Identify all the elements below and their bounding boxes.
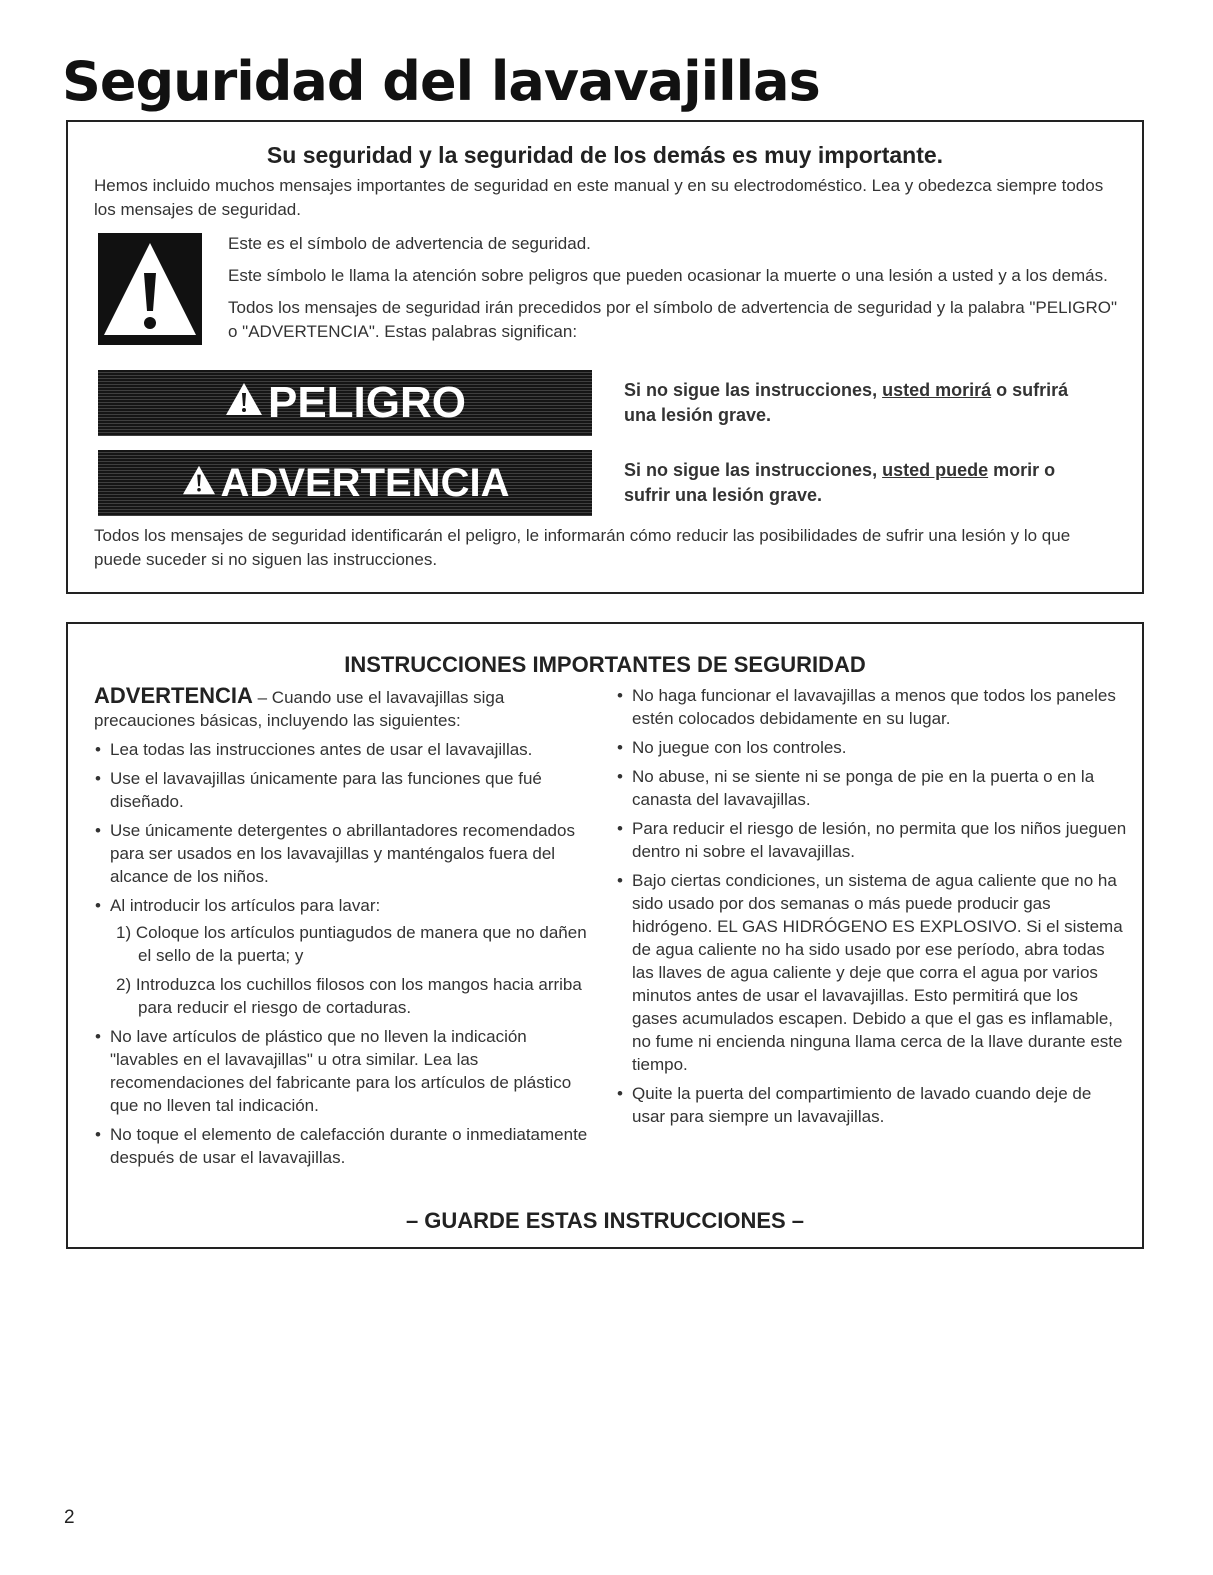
danger-text-emphasis: usted morirá [882,380,992,400]
instructions-lead [94,684,594,732]
sublist-item: 1) Coloque los artículos puntiagudos de manera que no dañen el sello de la puerta; y [116,923,587,965]
lead-text: – Cuando use el lavavajillas siga precauciones básicas, incluyendo las siguientes: [94,688,505,730]
symbol-explanation [228,232,1120,352]
warning-triangle-icon [181,461,217,506]
danger-text-end: o sufrirá una lesión grave. [624,380,1069,425]
page-number: 2 [64,1507,75,1528]
warning-triangle-icon [224,378,264,428]
list-item: • No haga funcionar el lavavajillas a menos que todos los paneles estén colocados debidamente en su lugar. [616,684,1128,730]
save-instructions-footer: – GUARDE ESTAS INSTRUCCIONES – [405,1208,805,1233]
list-item: • No abuse, ni se siente ni se ponga de pie en la puerta o en la canasta del lavavajillas. [616,765,1128,811]
list-item: • Lea todas las instrucciones antes de usar el lavavajillas. [94,738,594,761]
warning-text-emphasis: usted puede [882,460,989,480]
instructions-right-column [616,684,1128,1134]
sublist-item: 2) Introduzca los cuchillos filosos con los mangos hacia arriba para reducir el riesgo de cortaduras. [116,975,582,1017]
symbol-text: Todos los mensajes de seguridad irán precedidos por el símbolo de advertencia de seguridad y la palabra "PELIGRO" o "ADVERTENCIA". Estas palabras significan: [228,298,1118,341]
safety-message-box [66,120,1144,594]
left-instruction-list [94,738,594,1169]
right-instruction-list [616,684,1128,1128]
danger-row [98,370,1122,436]
instructions-left-column [94,684,594,1175]
warning-triangle-icon [98,233,202,345]
safety-intro: Hemos incluido muchos mensajes importantes de seguridad en este manual y en su electrodoméstico. Lea y obedezca siempre todos los mensajes de seguridad. [94,176,1104,219]
symbol-text: Este es el símbolo de advertencia de seguridad. [228,234,591,253]
page-title: Seguridad del lavavajillas [62,50,820,113]
list-item: • No toque el elemento de calefacción durante o inmediatamente después de usar el lavavajillas. [94,1123,594,1169]
warning-banner [98,450,592,516]
danger-banner [98,370,592,436]
warning-text-end: morir o sufrir una lesión grave. [624,460,1056,505]
lead-word: ADVERTENCIA [94,683,253,708]
danger-text [624,378,1104,428]
warning-text [624,458,1104,508]
list-item [94,894,594,1019]
danger-text-start: Si no sigue las instrucciones, [624,380,883,400]
warning-text-start: Si no sigue las instrucciones, [624,460,883,480]
safety-heading: Su seguridad y la seguridad de los demás es muy importante. [266,142,944,168]
instructions-box [66,622,1144,1249]
danger-label: PELIGRO [267,378,467,427]
list-item: • Use únicamente detergentes o abrillantadores recomendados para ser usados en los lavavajillas y manténgalos fuera del alcance de los niños. [94,819,594,888]
instructions-heading: INSTRUCCIONES IMPORTANTES DE SEGURIDAD [344,652,866,677]
warning-label: ADVERTENCIA [220,460,510,505]
list-item: • Para reducir el riesgo de lesión, no permita que los niños jueguen dentro ni sobre el lavavajillas. [616,817,1128,863]
list-item-text: Al introducir los artículos para lavar: [110,896,381,915]
list-item: • Use el lavavajillas únicamente para las funciones que fué diseñado. [94,767,594,813]
loading-sublist [110,921,594,1019]
list-item: • No juegue con los controles. [616,736,1128,759]
symbol-text: Este símbolo le llama la atención sobre peligros que pueden ocasionar la muerte o una lesión a usted y a los demás. [228,266,1108,285]
list-item: • No lave artículos de plástico que no lleven la indicación "lavables en el lavavajillas" u otra similar. Lea las recomendaciones del fabricante para los artículos de plástico que no lleven tal indicación. [94,1025,594,1117]
warning-row [98,450,1122,516]
list-item: • Bajo ciertas condiciones, un sistema de agua caliente que no ha sido usado por dos semanas o más puede producir gas hidrógeno. EL GAS HIDRÓGENO ES EXPLOSIVO. Si el sistema de agua caliente no ha sido usado por ese período, abra todas las llaves de agua caliente y deje que corra el agua por varios minutos antes de usar el lavavajillas. Esto permitirá que los gases acumulados escapen. Debido a que el gas es inflamable, no fume ni encienda ninguna llama cerca de la llave durante este tiempo. [616,869,1128,1076]
list-item: • Quite la puerta del compartimiento de lavado cuando deje de usar para siempre un lavavajillas. [616,1082,1128,1128]
safety-footer: Todos los mensajes de seguridad identificarán el peligro, le informarán cómo reducir las posibilidades de sufrir una lesión y lo que puede suceder si no siguen las instrucciones. [94,526,1071,569]
